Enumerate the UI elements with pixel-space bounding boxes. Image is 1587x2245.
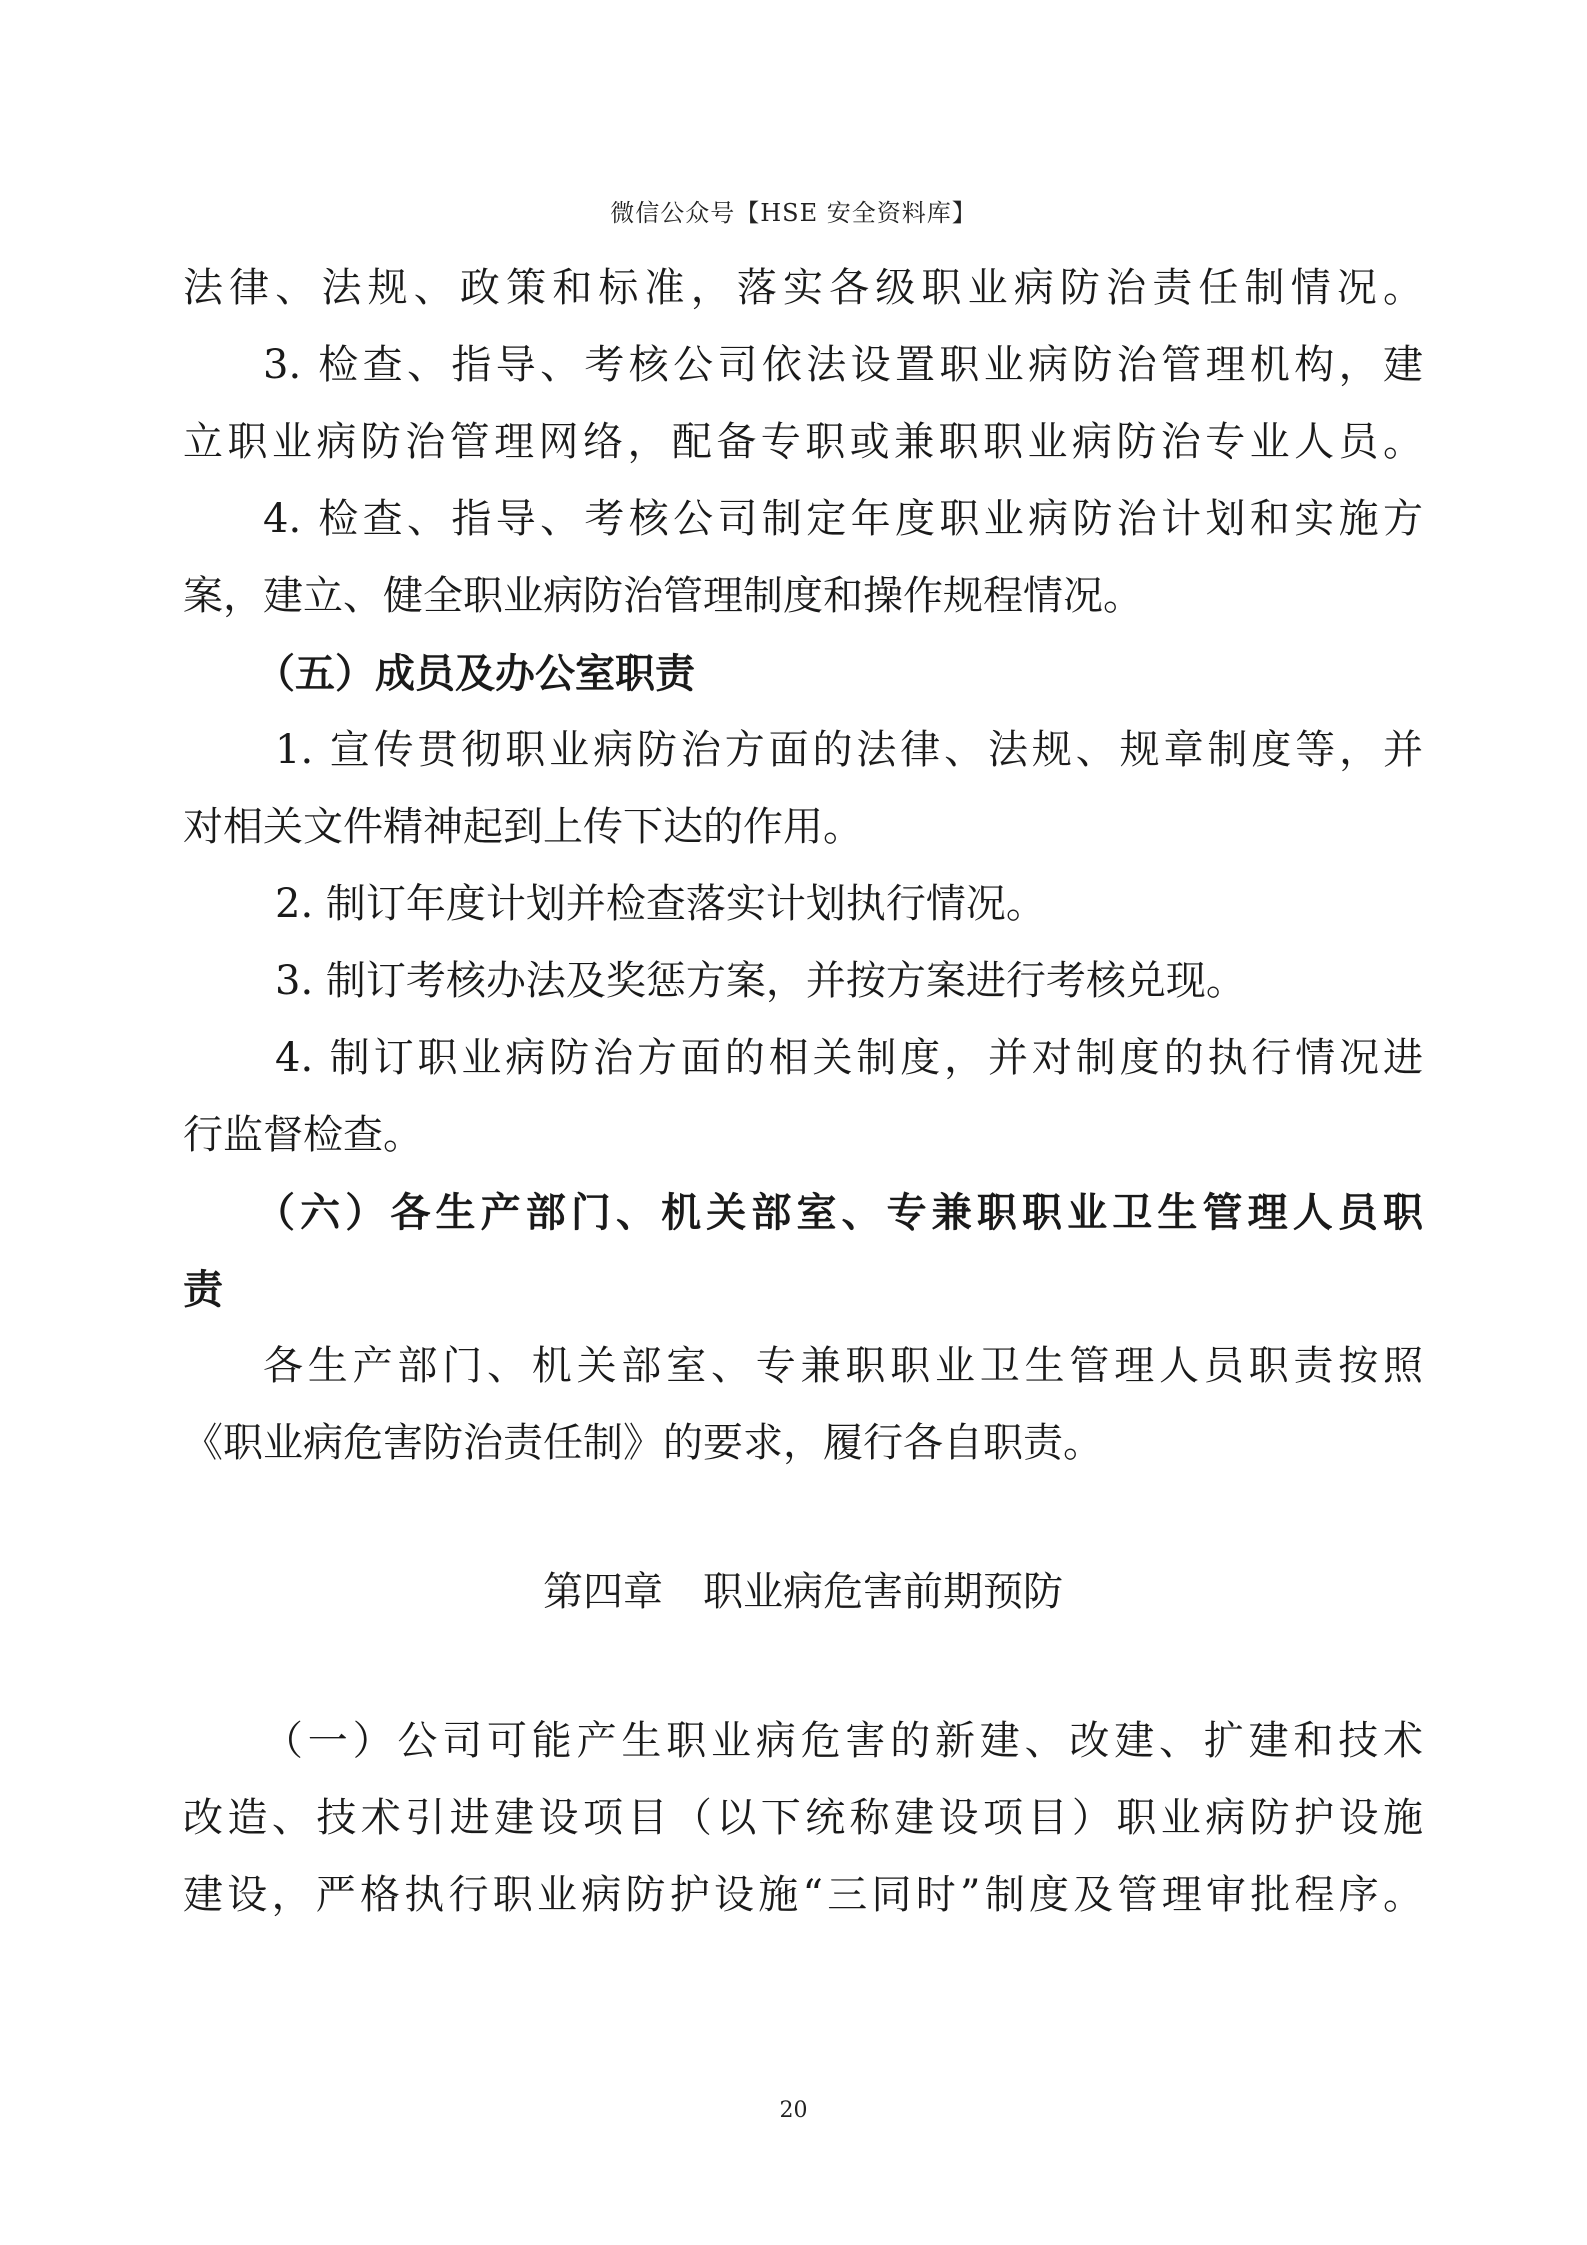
- paragraph-line: 行监督检查。: [183, 1112, 423, 1158]
- paragraph-line: 法律、法规、政策和标准，落实各级职业病防治责任制情况。: [183, 265, 1423, 311]
- page-header: 微信公众号【HSE 安全资料库】: [610, 199, 977, 227]
- paragraph-line: 立职业病防治管理网络，配备专职或兼职职业病防治专业人员。: [183, 419, 1423, 465]
- paragraph-line: 2. 制订年度计划并检查落实计划执行情况。: [275, 881, 1046, 927]
- chapter-title: 第四章 职业病危害前期预防: [543, 1569, 1063, 1615]
- page-number: 20: [779, 2098, 808, 2123]
- section-heading-five: （五）成员及办公室职责: [255, 650, 695, 697]
- paragraph-line: 3. 制订考核办法及奖惩方案，并按方案进行考核兑现。: [275, 958, 1246, 1004]
- document-body: [183, 250, 1423, 1934]
- paragraph-line: 1. 宣传贯彻职业病防治方面的法律、法规、规章制度等，并: [275, 727, 1423, 773]
- paragraph-line: 3. 检查、指导、考核公司依法设置职业病防治管理机构，建: [263, 342, 1423, 388]
- paragraph-line: 4. 制订职业病防治方面的相关制度，并对制度的执行情况进: [275, 1035, 1423, 1081]
- section-heading-six: （六）各生产部门、机关部室、专兼职职业卫生管理人员职: [255, 1189, 1423, 1236]
- paragraph-line: 4. 检查、指导、考核公司制定年度职业病防治计划和实施方: [263, 496, 1423, 542]
- paragraph-line: 《职业病危害防治责任制》的要求，履行各自职责。: [183, 1420, 1103, 1466]
- section-heading-six-cont: 责: [183, 1266, 223, 1313]
- paragraph-line: 对相关文件精神起到上传下达的作用。: [183, 804, 863, 850]
- paragraph-line: （一）公司可能产生职业病危害的新建、改建、扩建和技术: [263, 1718, 1423, 1764]
- paragraph-line: 案，建立、健全职业病防治管理制度和操作规程情况。: [183, 573, 1143, 619]
- paragraph-line: 改造、技术引进建设项目（以下统称建设项目）职业病防护设施: [183, 1795, 1423, 1841]
- paragraph-line: 各生产部门、机关部室、专兼职职业卫生管理人员职责按照: [263, 1343, 1423, 1389]
- paragraph-line: 建设，严格执行职业病防护设施“三同时”制度及管理审批程序。: [183, 1872, 1423, 1918]
